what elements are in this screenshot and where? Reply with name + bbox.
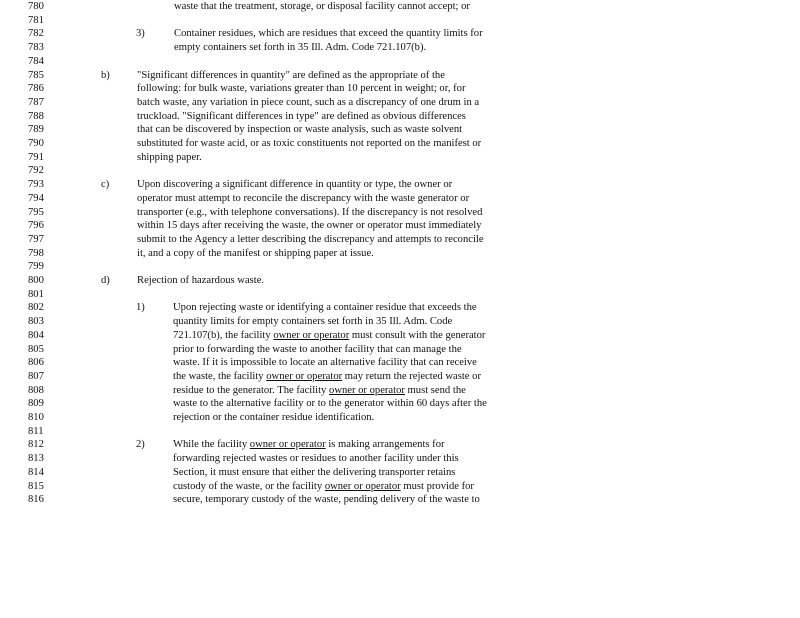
line-text	[137, 151, 202, 165]
line	[0, 480, 800, 494]
line-text	[137, 206, 482, 220]
text-segment: quantity limits for empty containers set forth in 35 Ill. Adm. Code	[173, 316, 453, 328]
line-number: 786	[28, 83, 44, 95]
line-number: 782	[28, 28, 44, 40]
line	[0, 0, 800, 14]
text-segment: transporter (e.g., with telephone conversations). If the discrepancy is not resolved	[137, 206, 483, 218]
text-segment: submit to the Agency a letter describing the discrepancy and attempts to reconcile	[137, 233, 484, 245]
line	[0, 315, 800, 329]
line-number: 780	[28, 1, 44, 12]
text-segment: empty containers set forth in 35 Ill. Adm. Code 721.107(b).	[174, 42, 427, 54]
line-number: 810	[28, 412, 44, 423]
line-number: 808	[28, 384, 44, 396]
text-segment: must consult with the generator	[349, 329, 486, 341]
line-text	[173, 480, 474, 494]
line-number: 797	[28, 233, 44, 245]
line-number: 792	[28, 165, 44, 177]
text-segment: truckload. "Significant differences in type" are defined as obvious differences	[137, 110, 466, 122]
line-number: 804	[28, 329, 44, 341]
text-segment: within 15 days after receiving the waste, the owner or operator must immediately	[137, 220, 482, 232]
line-number: 794	[28, 192, 44, 204]
line-number: 803	[28, 316, 44, 328]
line-text	[173, 384, 466, 398]
line-number: 806	[28, 357, 44, 369]
underlined-term: owner or operator	[266, 370, 343, 382]
line	[0, 343, 800, 357]
item-label: d)	[101, 275, 110, 286]
text-segment: must provide for	[400, 480, 474, 492]
line-number: 796	[28, 220, 44, 232]
line-text	[173, 301, 477, 315]
line	[0, 82, 800, 96]
line	[0, 178, 800, 192]
line-number: 809	[28, 398, 44, 410]
line-number: 783	[28, 42, 44, 54]
line-text	[137, 110, 466, 124]
line	[0, 384, 800, 398]
line	[0, 55, 800, 69]
line-number: 798	[28, 247, 44, 259]
text-segment: waste that the treatment, storage, or disposal facility cannot accept; or	[174, 1, 470, 12]
line-number: 800	[28, 275, 44, 286]
line-text	[173, 315, 452, 329]
line-number: 805	[28, 343, 44, 355]
text-segment: forwarding rejected wastes or residues to another facility under this	[173, 453, 459, 465]
text-segment: 721.107(b), the facility	[173, 329, 274, 341]
line-text	[137, 274, 264, 288]
line	[0, 425, 800, 439]
line-text	[173, 397, 487, 411]
line-text	[174, 27, 483, 41]
line-text	[137, 233, 484, 247]
line	[0, 288, 800, 302]
text-segment: may return the rejected waste or	[342, 370, 481, 382]
line	[0, 301, 800, 315]
line-text	[173, 452, 459, 466]
line	[0, 370, 800, 384]
line-text	[137, 82, 465, 96]
line-number: 787	[28, 96, 44, 108]
line-number: 784	[28, 55, 44, 67]
underlined-term: owner or operator	[249, 439, 326, 451]
line-number: 813	[28, 453, 44, 465]
line	[0, 14, 800, 28]
text-segment: "Significant differences in quantity" are defined as the appropriate of the	[137, 69, 445, 81]
line-number: 816	[28, 494, 44, 506]
line-number: 781	[28, 14, 44, 26]
line-text	[173, 466, 455, 480]
line	[0, 123, 800, 137]
underlined-term: owner or operator	[324, 480, 401, 492]
line	[0, 96, 800, 110]
item-label: 1)	[136, 302, 145, 314]
line	[0, 164, 800, 178]
text-segment: Upon discovering a significant difference in quantity or type, the owner or	[137, 179, 453, 191]
line	[0, 356, 800, 370]
line-number: 790	[28, 138, 44, 149]
item-label: c)	[101, 179, 110, 191]
text-segment: following: for bulk waste, variations greater than 10 percent in weight; or, for	[137, 83, 466, 95]
line	[0, 219, 800, 233]
line-number: 802	[28, 302, 44, 314]
text-segment: substituted for waste acid, or as toxic constituents not reported on the manifest or	[137, 138, 482, 149]
line-text	[137, 219, 481, 233]
item-label: 3)	[136, 28, 145, 40]
line-text	[137, 137, 481, 151]
text-segment: Container residues, which are residues that exceed the quantity limits for	[174, 28, 483, 40]
line	[0, 438, 800, 452]
line-number: 788	[28, 110, 44, 122]
item-label: 2)	[136, 439, 145, 451]
line-number: 811	[28, 425, 44, 437]
line	[0, 260, 800, 274]
underlined-term: owner or operator	[273, 329, 350, 341]
text-segment: Rejection of hazardous waste.	[137, 275, 265, 286]
line	[0, 329, 800, 343]
line-text	[137, 247, 374, 261]
line-text	[137, 96, 479, 110]
line-text	[137, 69, 445, 83]
line-text	[174, 41, 426, 55]
line-text	[137, 192, 469, 206]
line-text	[173, 370, 481, 384]
line-text	[174, 0, 470, 14]
line-number: 807	[28, 370, 44, 382]
line	[0, 192, 800, 206]
line	[0, 137, 800, 151]
line-number: 793	[28, 179, 44, 191]
text-segment: Section, it must ensure that either the delivering transporter retains	[173, 466, 456, 478]
line-number: 789	[28, 124, 44, 136]
line-number: 795	[28, 206, 44, 218]
line	[0, 233, 800, 247]
line-text	[173, 493, 480, 507]
line	[0, 151, 800, 165]
line	[0, 274, 800, 288]
line-number: 815	[28, 480, 44, 492]
text-segment: secure, temporary custody of the waste, pending delivery of the waste to	[173, 494, 480, 506]
text-segment: rejection or the container residue identification.	[173, 412, 375, 423]
line-number: 801	[28, 288, 44, 300]
line	[0, 206, 800, 220]
text-segment: waste. If it is impossible to locate an alternative facility that can receive	[173, 357, 477, 369]
line	[0, 41, 800, 55]
line	[0, 397, 800, 411]
text-segment: shipping paper.	[137, 151, 202, 163]
line	[0, 411, 800, 425]
line-text	[173, 329, 485, 343]
line-number: 814	[28, 466, 44, 478]
text-segment: batch waste, any variation in piece count, such as a discrepancy of one drum in a	[137, 96, 480, 108]
text-segment: is making arrangements for	[325, 439, 445, 451]
line-number: 799	[28, 261, 44, 273]
text-segment: prior to forwarding the waste to another facility that can manage the	[173, 343, 462, 355]
text-segment: the waste, the facility	[173, 370, 267, 382]
line	[0, 27, 800, 41]
line-number: 791	[28, 151, 44, 163]
text-segment: custody of the waste, or the facility	[173, 480, 325, 492]
line	[0, 452, 800, 466]
line	[0, 466, 800, 480]
text-segment: operator must attempt to reconcile the discrepancy with the waste generator or	[137, 192, 470, 204]
item-label: b)	[101, 69, 110, 81]
text-segment: that can be discovered by inspection or waste analysis, such as waste solvent	[137, 124, 463, 136]
underlined-term: owner or operator	[329, 384, 405, 396]
text-segment: it, and a copy of the manifest or shipping paper at issue.	[137, 247, 374, 259]
text-segment: must send the	[404, 384, 466, 396]
line-text	[173, 356, 477, 370]
line-text	[173, 438, 445, 452]
text-segment: residue to the generator. The facility	[173, 384, 330, 396]
line-text	[173, 343, 462, 357]
line-number: 785	[28, 69, 44, 81]
line	[0, 110, 800, 124]
line	[0, 69, 800, 83]
text-segment: While the facility	[173, 439, 250, 451]
line-text	[137, 123, 462, 137]
line-text	[173, 411, 374, 425]
line-text	[137, 178, 452, 192]
line-number: 812	[28, 439, 44, 451]
line	[0, 247, 800, 261]
line	[0, 493, 800, 507]
text-segment: Upon rejecting waste or identifying a container residue that exceeds the	[173, 302, 477, 314]
text-segment: waste to the alternative facility or to the generator within 60 days after the	[173, 398, 487, 410]
